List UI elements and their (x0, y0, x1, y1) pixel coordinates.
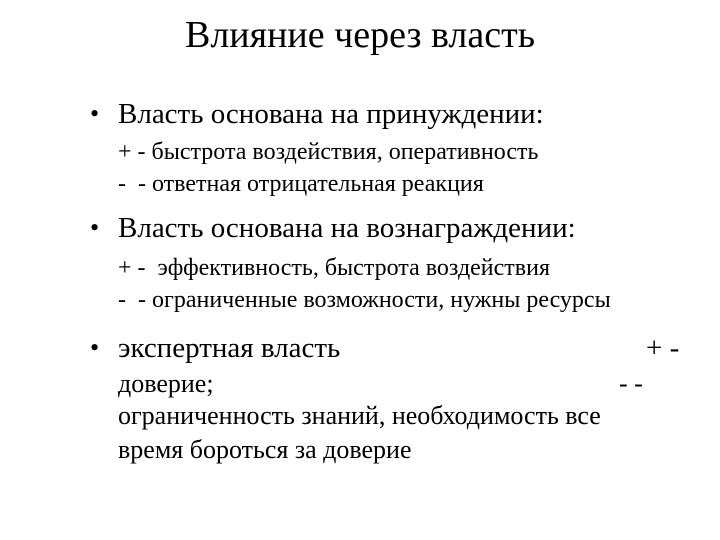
bullet-2-con: - - ограниченные возможности, нужны ресурсы (118, 287, 611, 313)
bullet-3-line-2: доверие; (118, 369, 214, 398)
bullet-1-pro: + - быстрота воздействия, оперативность (118, 139, 539, 165)
bullet-3-line-4: время бороться за доверие (118, 435, 412, 464)
bullet-3-text: экспертная власть (118, 332, 341, 364)
bullet-3-plus-marker: + - (646, 332, 680, 364)
slide-title: Влияние через власть (184, 14, 536, 56)
bullet-2-marker: • (90, 213, 100, 242)
bullet-1-con: - - ответная отрицательная реакция (118, 171, 484, 197)
bullet-2-pro: + - эффективность, быстрота воздействия (118, 255, 550, 281)
bullet-3-minus-marker: - - (619, 369, 643, 398)
bullet-2-text: Власть основана на вознаграждении: (118, 212, 576, 244)
bullet-1-text: Власть основана на принуждении: (118, 98, 544, 130)
bullet-3-marker: • (90, 333, 100, 362)
bullet-1-marker: • (90, 99, 100, 128)
bullet-3-line-3: ограниченность знаний, необходимость все (118, 401, 601, 430)
